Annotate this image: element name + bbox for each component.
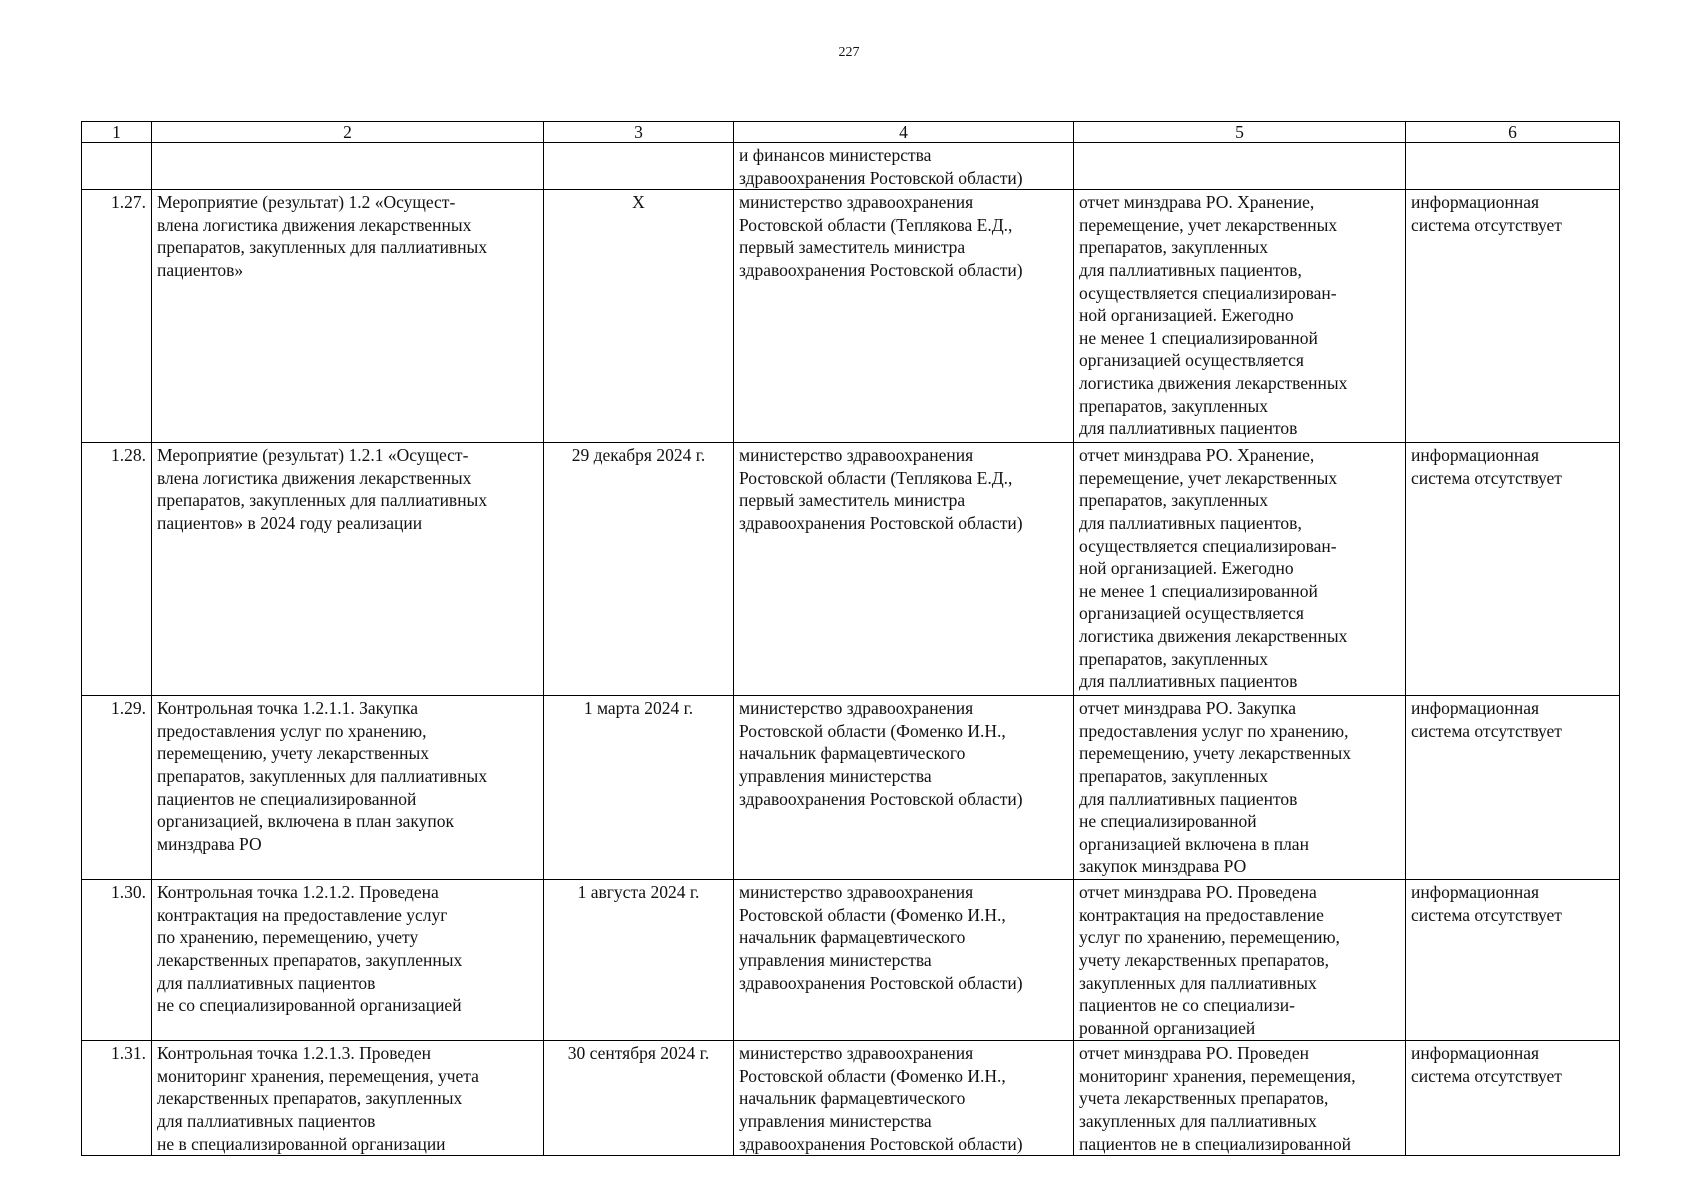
activity-name-cell (152, 143, 544, 190)
column-header: 4 (734, 122, 1074, 143)
deadline-cell: Х (544, 190, 734, 443)
row-number-cell: 1.31. (82, 1041, 152, 1156)
info-system-cell: информационная система отсутствует (1406, 443, 1620, 696)
document-cell: отчет минздрава РО. Проведен мониторинг хранения, перемещения, учета лекарственных препаратов, закупленных для паллиативных пациентов не в специализированной (1074, 1041, 1406, 1156)
document-cell: отчет минздрава РО. Проведена контрактация на предоставление услуг по хранению, перемещению, учету лекарственных препаратов, закупленных для паллиативных пациентов не со специализи- рованной организацией (1074, 880, 1406, 1041)
info-system-cell: информационная система отсутствует (1406, 190, 1620, 443)
column-header: 3 (544, 122, 734, 143)
document-cell: отчет минздрава РО. Хранение, перемещение, учет лекарственных препаратов, закупленных для паллиативных пациентов, осуществляется специализирован- ной организацией. Ежегодно не менее 1 специализированной организацией осуществляется логистика движения лекарственных препаратов, закупленных для паллиативных пациентов (1074, 443, 1406, 696)
row-number-cell: 1.28. (82, 443, 152, 696)
responsible-cell: министерство здравоохранения Ростовской области (Фоменко И.Н., начальник фармацевтического управления министерства здравоохранения Ростовской области) (734, 696, 1074, 880)
activity-name-cell: Мероприятие (результат) 1.2 «Осущест- влена логистика движения лекарственных препаратов, закупленных для паллиативных пациентов» (152, 190, 544, 443)
row-number-cell: 1.27. (82, 190, 152, 443)
activity-name-cell: Контрольная точка 1.2.1.3. Проведен мониторинг хранения, перемещения, учета лекарственных препаратов, закупленных для паллиативных пациентов не в специализированной организации (152, 1041, 544, 1156)
responsible-cell: и финансов министерства здравоохранения Ростовской области) (734, 143, 1074, 190)
activity-name-cell: Контрольная точка 1.2.1.2. Проведена контрактация на предоставление услуг по хранению, перемещению, учету лекарственных препаратов, закупленных для паллиативных пациентов не со специализированной организацией (152, 880, 544, 1041)
document-cell: отчет минздрава РО. Закупка предоставления услуг по хранению, перемещению, учету лекарственных препаратов, закупленных для паллиативных пациентов не специализированной организацией включена в план закупок минздрава РО (1074, 696, 1406, 880)
row-number-cell: 1.30. (82, 880, 152, 1041)
deadline-cell: 30 сентября 2024 г. (544, 1041, 734, 1156)
row-number-cell (82, 143, 152, 190)
column-header: 1 (82, 122, 152, 143)
deadline-cell: 29 декабря 2024 г. (544, 443, 734, 696)
table-row (82, 443, 1620, 696)
document-cell (1074, 143, 1406, 190)
row-number-cell: 1.29. (82, 696, 152, 880)
column-header: 5 (1074, 122, 1406, 143)
info-system-cell: информационная система отсутствует (1406, 880, 1620, 1041)
table-row (82, 1041, 1620, 1156)
info-system-cell: информационная система отсутствует (1406, 696, 1620, 880)
info-system-cell: информационная система отсутствует (1406, 1041, 1620, 1156)
table-row (82, 143, 1620, 190)
table-row (82, 190, 1620, 443)
responsible-cell: министерство здравоохранения Ростовской области (Фоменко И.Н., начальник фармацевтического управления министерства здравоохранения Ростовской области) (734, 880, 1074, 1041)
responsible-cell: министерство здравоохранения Ростовской области (Теплякова Е.Д., первый заместитель министра здравоохранения Ростовской области) (734, 443, 1074, 696)
responsible-cell: министерство здравоохранения Ростовской области (Фоменко И.Н., начальник фармацевтического управления министерства здравоохранения Ростовской области) (734, 1041, 1074, 1156)
plan-table (81, 121, 1620, 1156)
activity-name-cell: Мероприятие (результат) 1.2.1 «Осущест- влена логистика движения лекарственных препаратов, закупленных для паллиативных пациентов» в 2024 году реализации (152, 443, 544, 696)
table-header-row (82, 122, 1620, 143)
responsible-cell: министерство здравоохранения Ростовской области (Теплякова Е.Д., первый заместитель министра здравоохранения Ростовской области) (734, 190, 1074, 443)
activity-name-cell: Контрольная точка 1.2.1.1. Закупка предоставления услуг по хранению, перемещению, учету лекарственных препаратов, закупленных для паллиативных пациентов не специализированной организацией, включена в план закупок минздрава РО (152, 696, 544, 880)
table-row (82, 696, 1620, 880)
deadline-cell (544, 143, 734, 190)
page-number: 227 (838, 45, 860, 60)
document-cell: отчет минздрава РО. Хранение, перемещение, учет лекарственных препаратов, закупленных для паллиативных пациентов, осуществляется специализирован- ной организацией. Ежегодно не менее 1 специализированной организацией осуществляется логистика движения лекарственных препаратов, закупленных для паллиативных пациентов (1074, 190, 1406, 443)
table-row (82, 880, 1620, 1041)
deadline-cell: 1 августа 2024 г. (544, 880, 734, 1041)
deadline-cell: 1 марта 2024 г. (544, 696, 734, 880)
column-header: 6 (1406, 122, 1620, 143)
info-system-cell (1406, 143, 1620, 190)
column-header: 2 (152, 122, 544, 143)
